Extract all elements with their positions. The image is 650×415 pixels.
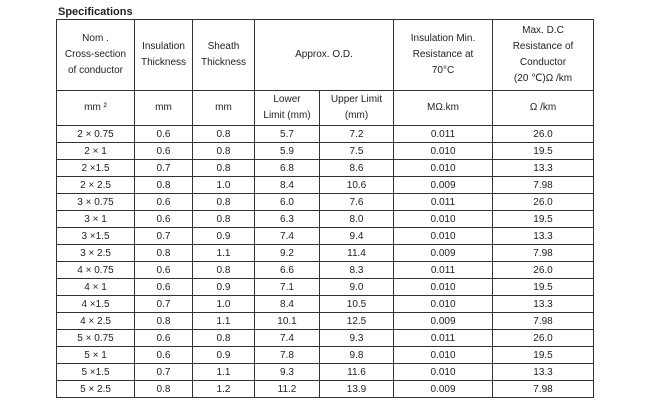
unit-insulation-resistance: MΩ.km bbox=[394, 91, 493, 126]
table-cell: 1.2 bbox=[193, 381, 255, 398]
table-cell: 0.8 bbox=[135, 177, 193, 194]
table-cell: 9.3 bbox=[320, 330, 394, 347]
unit-cross-section: mm ² bbox=[57, 91, 135, 126]
header-approx-od: Approx. O.D. bbox=[255, 20, 394, 91]
unit-lower-limit: Lower Limit (mm) bbox=[255, 91, 320, 126]
table-cell: 11.6 bbox=[320, 364, 394, 381]
table-cell: 6.6 bbox=[255, 262, 320, 279]
table-cell: 0.011 bbox=[394, 262, 493, 279]
unit-sheath-thickness: mm bbox=[193, 91, 255, 126]
table-cell: 0.6 bbox=[135, 194, 193, 211]
table-cell: 13.3 bbox=[493, 160, 594, 177]
table-row bbox=[57, 160, 594, 177]
table-cell: 7.4 bbox=[255, 228, 320, 245]
table-cell: 0.6 bbox=[135, 126, 193, 143]
table-cell: 4 × 1 bbox=[57, 279, 135, 296]
table-row bbox=[57, 228, 594, 245]
table-cell: 4 ×1.5 bbox=[57, 296, 135, 313]
table-cell: 7.1 bbox=[255, 279, 320, 296]
header-max-dc-resistance: Max. D.C Resistance of Conductor (20 ℃)Ω /km bbox=[493, 20, 594, 91]
header-sheath-thickness: Sheath Thickness bbox=[193, 20, 255, 91]
specifications-table bbox=[56, 19, 594, 398]
table-cell: 2 × 1 bbox=[57, 143, 135, 160]
table-cell: 7.2 bbox=[320, 126, 394, 143]
unit-insulation-thickness: mm bbox=[135, 91, 193, 126]
table-cell: 0.6 bbox=[135, 143, 193, 160]
table-row bbox=[57, 126, 594, 143]
table-cell: 11.4 bbox=[320, 245, 394, 262]
table-cell: 0.011 bbox=[394, 126, 493, 143]
table-cell: 0.8 bbox=[135, 245, 193, 262]
table-cell: 0.010 bbox=[394, 160, 493, 177]
table-cell: 26.0 bbox=[493, 262, 594, 279]
table-cell: 9.0 bbox=[320, 279, 394, 296]
table-cell: 5 × 0.75 bbox=[57, 330, 135, 347]
table-cell: 0.6 bbox=[135, 211, 193, 228]
table-row bbox=[57, 143, 594, 160]
table-cell: 9.4 bbox=[320, 228, 394, 245]
table-cell: 4 × 2.5 bbox=[57, 313, 135, 330]
table-row bbox=[57, 279, 594, 296]
table-cell: 7.98 bbox=[493, 245, 594, 262]
table-cell: 3 × 1 bbox=[57, 211, 135, 228]
table-cell: 7.5 bbox=[320, 143, 394, 160]
table-cell: 0.8 bbox=[193, 211, 255, 228]
table-cell: 9.8 bbox=[320, 347, 394, 364]
table-cell: 2 × 0.75 bbox=[57, 126, 135, 143]
table-row bbox=[57, 245, 594, 262]
table-cell: 7.98 bbox=[493, 313, 594, 330]
table-cell: 0.010 bbox=[394, 364, 493, 381]
table-cell: 8.4 bbox=[255, 296, 320, 313]
table-cell: 26.0 bbox=[493, 194, 594, 211]
table-cell: 0.8 bbox=[135, 313, 193, 330]
table-row bbox=[57, 330, 594, 347]
unit-row bbox=[57, 91, 594, 126]
table-cell: 5 × 2.5 bbox=[57, 381, 135, 398]
header-cross-section: Nom . Cross-section of conductor bbox=[57, 20, 135, 91]
table-cell: 6.3 bbox=[255, 211, 320, 228]
header-insulation-resistance: Insulation Min. Resistance at 70°C bbox=[394, 20, 493, 91]
table-cell: 0.009 bbox=[394, 245, 493, 262]
table-cell: 19.5 bbox=[493, 143, 594, 160]
table-cell: 0.9 bbox=[193, 279, 255, 296]
table-cell: 0.011 bbox=[394, 194, 493, 211]
table-cell: 3 ×1.5 bbox=[57, 228, 135, 245]
table-cell: 2 ×1.5 bbox=[57, 160, 135, 177]
table-cell: 0.009 bbox=[394, 313, 493, 330]
table-cell: 0.010 bbox=[394, 211, 493, 228]
table-cell: 0.8 bbox=[193, 330, 255, 347]
table-row bbox=[57, 262, 594, 279]
table-cell: 10.6 bbox=[320, 177, 394, 194]
unit-dc-resistance: Ω /km bbox=[493, 91, 594, 126]
table-cell: 11.2 bbox=[255, 381, 320, 398]
table-cell: 19.5 bbox=[493, 279, 594, 296]
table-cell: 13.3 bbox=[493, 296, 594, 313]
table-cell: 0.8 bbox=[193, 194, 255, 211]
table-cell: 1.1 bbox=[193, 364, 255, 381]
table-cell: 0.010 bbox=[394, 143, 493, 160]
table-row bbox=[57, 347, 594, 364]
table-cell: 0.010 bbox=[394, 279, 493, 296]
table-cell: 0.6 bbox=[135, 347, 193, 364]
table-cell: 9.2 bbox=[255, 245, 320, 262]
page-title: Specifications bbox=[58, 6, 133, 18]
table-row bbox=[57, 211, 594, 228]
table-cell: 5 ×1.5 bbox=[57, 364, 135, 381]
table-cell: 0.6 bbox=[135, 279, 193, 296]
table-cell: 5.9 bbox=[255, 143, 320, 160]
table-cell: 0.8 bbox=[193, 262, 255, 279]
table-row bbox=[57, 194, 594, 211]
table-cell: 10.5 bbox=[320, 296, 394, 313]
table-cell: 0.6 bbox=[135, 262, 193, 279]
table-cell: 0.9 bbox=[193, 228, 255, 245]
table-cell: 0.7 bbox=[135, 228, 193, 245]
table-cell: 26.0 bbox=[493, 330, 594, 347]
table-cell: 7.98 bbox=[493, 381, 594, 398]
table-cell: 5 × 1 bbox=[57, 347, 135, 364]
table-cell: 13.9 bbox=[320, 381, 394, 398]
table-cell: 0.7 bbox=[135, 364, 193, 381]
table-cell: 0.009 bbox=[394, 177, 493, 194]
table-cell: 0.7 bbox=[135, 160, 193, 177]
table-cell: 9.3 bbox=[255, 364, 320, 381]
table-cell: 0.8 bbox=[135, 381, 193, 398]
table-cell: 6.8 bbox=[255, 160, 320, 177]
table-cell: 0.9 bbox=[193, 347, 255, 364]
table-cell: 0.6 bbox=[135, 330, 193, 347]
table-cell: 6.0 bbox=[255, 194, 320, 211]
table-cell: 13.3 bbox=[493, 228, 594, 245]
table-cell: 1.0 bbox=[193, 177, 255, 194]
table-cell: 3 × 0.75 bbox=[57, 194, 135, 211]
header-row bbox=[57, 20, 594, 91]
table-cell: 8.0 bbox=[320, 211, 394, 228]
table-cell: 8.4 bbox=[255, 177, 320, 194]
table-cell: 1.0 bbox=[193, 296, 255, 313]
table-cell: 1.1 bbox=[193, 245, 255, 262]
table-cell: 0.8 bbox=[193, 160, 255, 177]
table-cell: 0.011 bbox=[394, 330, 493, 347]
table-cell: 7.8 bbox=[255, 347, 320, 364]
table-cell: 7.98 bbox=[493, 177, 594, 194]
table-row bbox=[57, 364, 594, 381]
table-row bbox=[57, 296, 594, 313]
table-cell: 5.7 bbox=[255, 126, 320, 143]
table-cell: 10.1 bbox=[255, 313, 320, 330]
table-cell: 19.5 bbox=[493, 347, 594, 364]
table-row bbox=[57, 313, 594, 330]
unit-upper-limit: Upper Limit (mm) bbox=[320, 91, 394, 126]
table-cell: 7.6 bbox=[320, 194, 394, 211]
table-cell: 13.3 bbox=[493, 364, 594, 381]
table-cell: 26.0 bbox=[493, 126, 594, 143]
table-cell: 7.4 bbox=[255, 330, 320, 347]
table-cell: 0.8 bbox=[193, 126, 255, 143]
table-cell: 0.010 bbox=[394, 296, 493, 313]
table-cell: 19.5 bbox=[493, 211, 594, 228]
table-cell: 2 × 2.5 bbox=[57, 177, 135, 194]
table-cell: 8.3 bbox=[320, 262, 394, 279]
table-cell: 0.7 bbox=[135, 296, 193, 313]
table-cell: 8.6 bbox=[320, 160, 394, 177]
table-cell: 0.010 bbox=[394, 347, 493, 364]
table-cell: 0.009 bbox=[394, 381, 493, 398]
table-cell: 0.8 bbox=[193, 143, 255, 160]
table-cell: 12.5 bbox=[320, 313, 394, 330]
header-insulation-thickness: Insulation Thickness bbox=[135, 20, 193, 91]
table-cell: 3 × 2.5 bbox=[57, 245, 135, 262]
table-cell: 1.1 bbox=[193, 313, 255, 330]
table-cell: 0.010 bbox=[394, 228, 493, 245]
table-row bbox=[57, 177, 594, 194]
table-cell: 4 × 0.75 bbox=[57, 262, 135, 279]
table-row bbox=[57, 381, 594, 398]
